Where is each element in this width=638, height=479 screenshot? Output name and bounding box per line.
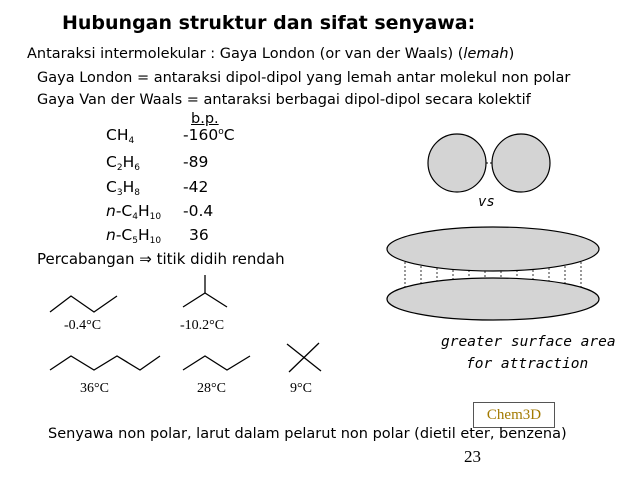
- formula-prefix: n: [106, 202, 116, 220]
- implies-arrow: ⇒: [139, 250, 152, 268]
- element-symbol: H: [137, 202, 150, 220]
- boiling-point-value: -0.4: [183, 202, 214, 220]
- slide-title: Hubungan struktur dan sifat senyawa:: [62, 12, 476, 34]
- isobutane-skeleton: [183, 293, 227, 307]
- large-molecule-bottom: [387, 278, 599, 320]
- long-chain-skeleton: [50, 356, 160, 370]
- n-pentane-skeleton: [50, 296, 117, 312]
- compound-formula: $n-C_4H_{10}$: [106, 202, 162, 222]
- boiling-point-value: -160$^o$C: [183, 126, 235, 144]
- element-count: 10: [149, 212, 162, 222]
- weak-label: lemah: [463, 46, 509, 62]
- bp-header: b.p.: [191, 111, 219, 127]
- vs-label: vs: [478, 194, 495, 210]
- element-symbol: C: [121, 226, 133, 244]
- element-symbol: H: [137, 226, 150, 244]
- boiling-point-value: -89: [183, 153, 209, 171]
- formula-prefix: n: [106, 226, 116, 244]
- london-definition: Gaya London = antaraksi dipol-dipol yang lemah antar molekul non polar: [37, 70, 571, 86]
- boiling-point-value: -42: [183, 178, 209, 196]
- surface-line-2: for attraction: [466, 356, 589, 372]
- temp-neopentane: 9°C: [290, 381, 312, 396]
- neopentane-bond-2: [289, 343, 319, 372]
- temp-branched-chain: 28°C: [197, 381, 226, 396]
- page-number: 23: [464, 447, 481, 466]
- element-count: 3: [116, 188, 123, 198]
- intermolecular-text: Antaraksi intermolekular : Gaya London (or van der Waals) (: [27, 46, 464, 62]
- small-molecule-left: [428, 134, 486, 192]
- vdw-definition: Gaya Van der Waals = antaraksi berbagai dipol-dipol secara kolektif: [37, 92, 531, 108]
- element-symbol: H: [122, 178, 135, 196]
- boiling-point-value: 36: [189, 226, 209, 244]
- branching-result: titik didih rendah: [156, 250, 285, 268]
- element-count: 4: [132, 212, 138, 222]
- branched-chain-skeleton: [183, 356, 250, 370]
- temp-long-chain: 36°C: [80, 381, 109, 396]
- temp-n-pentane: -0.4°C: [64, 318, 102, 333]
- element-symbol: H: [116, 126, 129, 144]
- element-count: 4: [128, 136, 135, 146]
- chem3d-button[interactable]: Chem3D: [473, 402, 555, 428]
- element-count: 10: [149, 236, 162, 246]
- element-symbol: C: [121, 202, 133, 220]
- branching-text: Percabangan: [37, 250, 135, 268]
- solubility-note: Senyawa non polar, larut dalam pelarut non polar (dietil eter, benzena): [48, 426, 567, 442]
- element-count: 6: [134, 163, 140, 173]
- element-count: 5: [132, 236, 138, 246]
- element-count: 8: [134, 188, 140, 198]
- small-molecule-right: [492, 134, 550, 192]
- compound-formula: $n-C_5H_{10}$: [106, 226, 162, 246]
- element-symbol: C: [106, 153, 117, 171]
- surface-line-1: greater surface area: [441, 334, 616, 350]
- element-symbol: H: [122, 153, 135, 171]
- large-molecule-top: [387, 227, 599, 271]
- element-symbol: C: [106, 126, 117, 144]
- temp-isobutane: -10.2°C: [180, 318, 225, 333]
- element-count: 2: [116, 163, 123, 173]
- element-symbol: C: [106, 178, 117, 196]
- paren-close: ): [508, 46, 515, 62]
